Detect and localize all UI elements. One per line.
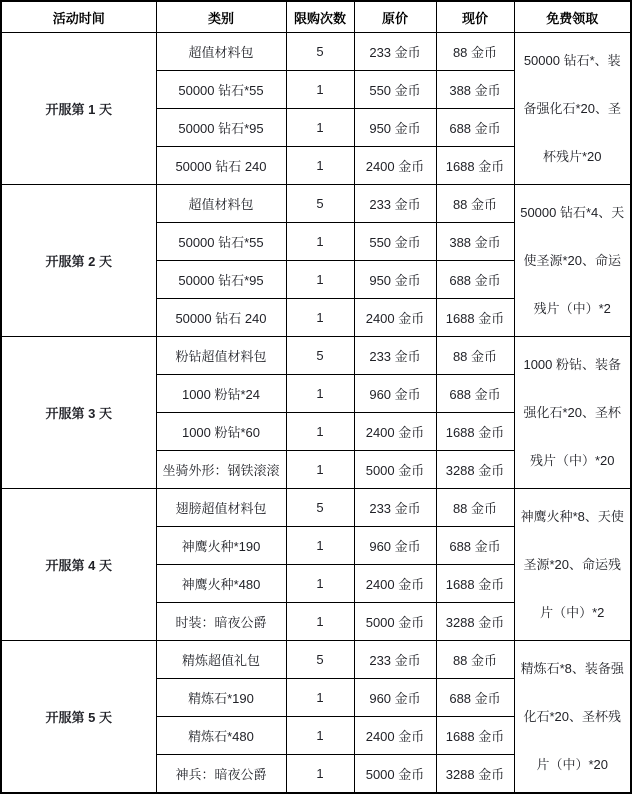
category-cell: 超值材料包 xyxy=(156,185,286,223)
original-price-cell: 233 金币 xyxy=(354,337,436,375)
limit-cell: 1 xyxy=(286,223,354,261)
current-price-cell: 1688 金币 xyxy=(436,299,514,337)
current-price-cell: 3288 金币 xyxy=(436,755,514,794)
limit-cell: 5 xyxy=(286,33,354,71)
current-price-cell: 1688 金币 xyxy=(436,717,514,755)
limit-cell: 1 xyxy=(286,299,354,337)
category-cell: 精炼超值礼包 xyxy=(156,641,286,679)
limit-cell: 5 xyxy=(286,337,354,375)
original-price-cell: 550 金币 xyxy=(354,223,436,261)
original-price-cell: 5000 金币 xyxy=(354,451,436,489)
category-cell: 粉钻超值材料包 xyxy=(156,337,286,375)
current-price-cell: 388 金币 xyxy=(436,223,514,261)
original-price-cell: 950 金币 xyxy=(354,109,436,147)
limit-cell: 1 xyxy=(286,527,354,565)
day-cell: 开服第 3 天 xyxy=(1,337,156,489)
table-row xyxy=(1,641,631,679)
day-cell: 开服第 2 天 xyxy=(1,185,156,337)
current-price-cell: 388 金币 xyxy=(436,71,514,109)
current-price-cell: 88 金币 xyxy=(436,33,514,71)
header-free-claim: 免费领取 xyxy=(514,1,631,33)
limit-cell: 1 xyxy=(286,147,354,185)
original-price-cell: 5000 金币 xyxy=(354,755,436,794)
current-price-cell: 88 金币 xyxy=(436,185,514,223)
table-row xyxy=(1,33,631,71)
current-price-cell: 688 金币 xyxy=(436,109,514,147)
limit-cell: 1 xyxy=(286,451,354,489)
original-price-cell: 2400 金币 xyxy=(354,413,436,451)
category-cell: 1000 粉钻*60 xyxy=(156,413,286,451)
limit-cell: 1 xyxy=(286,375,354,413)
current-price-cell: 1688 金币 xyxy=(436,147,514,185)
current-price-cell: 688 金币 xyxy=(436,261,514,299)
current-price-cell: 688 金币 xyxy=(436,679,514,717)
category-cell: 50000 钻石*55 xyxy=(156,223,286,261)
day-cell: 开服第 1 天 xyxy=(1,33,156,185)
category-cell: 50000 钻石 240 xyxy=(156,299,286,337)
header-purchase-limit: 限购次数 xyxy=(286,1,354,33)
limit-cell: 1 xyxy=(286,717,354,755)
current-price-cell: 88 金币 xyxy=(436,489,514,527)
category-cell: 50000 钻石 240 xyxy=(156,147,286,185)
category-cell: 精炼石*190 xyxy=(156,679,286,717)
table-row xyxy=(1,337,631,375)
original-price-cell: 233 金币 xyxy=(354,641,436,679)
limit-cell: 1 xyxy=(286,413,354,451)
free-claim-cell: 神鹰火种*8、天使圣源*20、命运残片（中）*2 xyxy=(514,489,631,641)
current-price-cell: 88 金币 xyxy=(436,337,514,375)
original-price-cell: 550 金币 xyxy=(354,71,436,109)
day-cell: 开服第 4 天 xyxy=(1,489,156,641)
category-cell: 神鹰火种*480 xyxy=(156,565,286,603)
category-cell: 神鹰火种*190 xyxy=(156,527,286,565)
limit-cell: 5 xyxy=(286,641,354,679)
original-price-cell: 233 金币 xyxy=(354,185,436,223)
category-cell: 神兵：暗夜公爵 xyxy=(156,755,286,794)
original-price-cell: 5000 金币 xyxy=(354,603,436,641)
free-claim-cell: 精炼石*8、装备强化石*20、圣杯残片（中）*20 xyxy=(514,641,631,794)
current-price-cell: 3288 金币 xyxy=(436,451,514,489)
category-cell: 50000 钻石*55 xyxy=(156,71,286,109)
free-claim-cell: 1000 粉钻、装备强化石*20、圣杯残片（中）*20 xyxy=(514,337,631,489)
original-price-cell: 2400 金币 xyxy=(354,565,436,603)
limit-cell: 5 xyxy=(286,489,354,527)
category-cell: 坐骑外形：钢铁滚滚 xyxy=(156,451,286,489)
header-category: 类别 xyxy=(156,1,286,33)
original-price-cell: 960 金币 xyxy=(354,375,436,413)
category-cell: 精炼石*480 xyxy=(156,717,286,755)
limit-cell: 1 xyxy=(286,755,354,794)
header-activity-time: 活动时间 xyxy=(1,1,156,33)
category-cell: 50000 钻石*95 xyxy=(156,109,286,147)
limit-cell: 1 xyxy=(286,109,354,147)
category-cell: 1000 粉钻*24 xyxy=(156,375,286,413)
limit-cell: 1 xyxy=(286,679,354,717)
original-price-cell: 950 金币 xyxy=(354,261,436,299)
free-claim-cell: 50000 钻石*4、天使圣源*20、命运残片（中）*2 xyxy=(514,185,631,337)
header-row xyxy=(1,1,631,33)
original-price-cell: 960 金币 xyxy=(354,527,436,565)
free-claim-cell: 50000 钻石*、装备强化石*20、圣杯残片*20 xyxy=(514,33,631,185)
current-price-cell: 1688 金币 xyxy=(436,565,514,603)
header-current-price: 现价 xyxy=(436,1,514,33)
category-cell: 超值材料包 xyxy=(156,33,286,71)
limit-cell: 1 xyxy=(286,261,354,299)
original-price-cell: 2400 金币 xyxy=(354,147,436,185)
original-price-cell: 233 金币 xyxy=(354,33,436,71)
current-price-cell: 88 金币 xyxy=(436,641,514,679)
current-price-cell: 688 金币 xyxy=(436,375,514,413)
day-cell: 开服第 5 天 xyxy=(1,641,156,794)
current-price-cell: 1688 金币 xyxy=(436,413,514,451)
current-price-cell: 688 金币 xyxy=(436,527,514,565)
table-row xyxy=(1,185,631,223)
category-cell: 50000 钻石*95 xyxy=(156,261,286,299)
category-cell: 翅膀超值材料包 xyxy=(156,489,286,527)
original-price-cell: 2400 金币 xyxy=(354,717,436,755)
limit-cell: 1 xyxy=(286,603,354,641)
limit-cell: 5 xyxy=(286,185,354,223)
original-price-cell: 2400 金币 xyxy=(354,299,436,337)
header-original-price: 原价 xyxy=(354,1,436,33)
table-row xyxy=(1,489,631,527)
limit-cell: 1 xyxy=(286,71,354,109)
current-price-cell: 3288 金币 xyxy=(436,603,514,641)
original-price-cell: 960 金币 xyxy=(354,679,436,717)
original-price-cell: 233 金币 xyxy=(354,489,436,527)
limit-cell: 1 xyxy=(286,565,354,603)
category-cell: 时装：暗夜公爵 xyxy=(156,603,286,641)
